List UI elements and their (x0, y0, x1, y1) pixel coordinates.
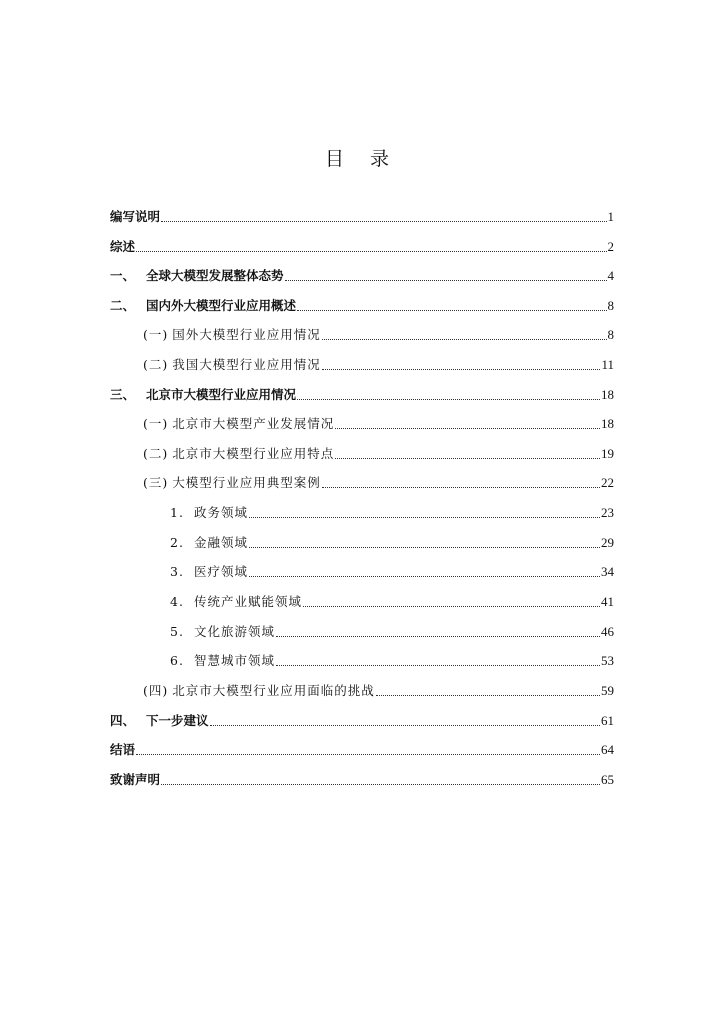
item-number: 1. (170, 505, 184, 520)
toc-entry-label: (四) 北京市大模型行业应用面临的挑战 (143, 683, 375, 698)
toc-page-number: 46 (601, 624, 614, 639)
toc-page-number: 11 (601, 357, 614, 372)
dot-leader (285, 280, 607, 281)
dot-leader (322, 369, 601, 370)
toc-page-number: 59 (601, 683, 614, 698)
toc-entry-label: (三) 大模型行业应用典型案例 (143, 475, 321, 490)
dot-leader (136, 754, 600, 755)
toc-entry-label: 四、 下一步建议 (110, 713, 209, 728)
toc-entry-label: 二、 国内外大模型行业应用概述 (110, 298, 297, 313)
toc-page-number: 23 (601, 505, 614, 520)
section-number: (三) (143, 475, 169, 490)
toc-entry-3-3-5[interactable] (170, 620, 614, 640)
toc-entry-3-3-2[interactable] (170, 531, 614, 551)
toc-page-number: 61 (601, 713, 614, 728)
toc-entry-label: 5. 文化旅游领域 (170, 624, 275, 639)
dot-leader (276, 636, 600, 637)
toc-entry-overview[interactable] (110, 235, 614, 255)
toc-entry-acknowledgements[interactable] (110, 768, 614, 788)
chapter-number: 四、 (110, 713, 136, 728)
dot-leader (335, 428, 600, 429)
dot-leader (376, 695, 600, 696)
dot-leader (335, 458, 600, 459)
toc-page-number: 8 (607, 327, 614, 342)
toc-entry-3-3-3[interactable] (170, 560, 614, 580)
toc-entry-label: (一) 国外大模型行业应用情况 (143, 327, 321, 342)
toc-entry-label: 综述 (110, 239, 136, 254)
dot-leader (249, 576, 600, 577)
toc-entry-preface[interactable] (110, 205, 614, 225)
toc-entry-chapter-4[interactable] (110, 709, 614, 729)
toc-entry-3-3-1[interactable] (170, 501, 614, 521)
chapter-number: 三、 (110, 387, 136, 402)
chapter-number: 一、 (110, 268, 136, 283)
toc-entry-label: 6. 智慧城市领域 (170, 653, 275, 668)
section-number: (二) (143, 446, 169, 461)
toc-page-number: 2 (607, 239, 614, 254)
toc-page-number: 29 (601, 535, 614, 550)
dot-leader (136, 251, 606, 252)
toc-entry-3-3[interactable] (143, 471, 614, 491)
toc-entry-2-1[interactable] (143, 323, 614, 343)
toc-entry-chapter-3[interactable] (110, 383, 614, 403)
toc-entry-3-1[interactable] (143, 412, 614, 432)
toc-entry-3-3-4[interactable] (170, 590, 614, 610)
dot-leader (303, 606, 600, 607)
dot-leader (210, 725, 600, 726)
item-number: 4. (170, 594, 184, 609)
dot-leader (161, 784, 600, 785)
toc-page-number: 18 (601, 387, 614, 402)
section-number: (二) (143, 357, 169, 372)
toc-entry-label: (二) 北京市大模型行业应用特点 (143, 446, 335, 461)
toc-page-number: 41 (601, 594, 614, 609)
toc-page-number: 65 (601, 772, 614, 787)
toc-entry-label: 一、 全球大模型发展整体态势 (110, 268, 284, 283)
toc-entry-chapter-1[interactable] (110, 264, 614, 284)
toc-page-number: 64 (601, 742, 614, 757)
toc-entry-label: 2. 金融领域 (170, 535, 248, 550)
dot-leader (161, 221, 606, 222)
section-number: (一) (143, 416, 169, 431)
dot-leader (322, 487, 600, 488)
item-number: 6. (170, 653, 184, 668)
item-number: 2. (170, 535, 184, 550)
toc-page-number: 34 (601, 564, 614, 579)
toc-entry-label: 结语 (110, 742, 136, 757)
toc-page-number: 53 (601, 653, 614, 668)
toc-page-number: 4 (607, 268, 614, 283)
toc-page-number: 19 (601, 446, 614, 461)
toc-page-number: 18 (601, 416, 614, 431)
dot-leader (276, 665, 600, 666)
dot-leader (297, 399, 600, 400)
toc-entry-label: 致谢声明 (110, 772, 161, 787)
toc-entry-label: 4. 传统产业赋能领域 (170, 594, 302, 609)
toc-entry-label: (二) 我国大模型行业应用情况 (143, 357, 321, 372)
toc-entry-label: 1. 政务领域 (170, 505, 248, 520)
dot-leader (249, 547, 600, 548)
item-number: 5. (170, 624, 184, 639)
toc-entry-2-2[interactable] (143, 353, 614, 373)
toc-entry-chapter-2[interactable] (110, 294, 614, 314)
chapter-number: 二、 (110, 298, 136, 313)
dot-leader (322, 339, 607, 340)
toc-page-number: 22 (601, 475, 614, 490)
toc-page-number: 1 (607, 209, 614, 224)
toc-entry-3-4[interactable] (143, 679, 614, 699)
section-number: (四) (143, 683, 169, 698)
toc-entry-3-3-6[interactable] (170, 649, 614, 669)
section-number: (一) (143, 327, 169, 342)
toc-entry-label: 编写说明 (110, 209, 161, 224)
toc-page-number: 8 (607, 298, 614, 313)
dot-leader (249, 517, 600, 518)
dot-leader (297, 310, 606, 311)
page-title: 目 录 (324, 148, 400, 170)
item-number: 3. (170, 564, 184, 579)
toc-entry-3-2[interactable] (143, 442, 614, 462)
toc-entry-label: 3. 医疗领域 (170, 564, 248, 579)
toc-entry-label: (一) 北京市大模型产业发展情况 (143, 416, 335, 431)
table-of-contents (0, 200, 724, 800)
toc-entry-label: 三、 北京市大模型行业应用情况 (110, 387, 297, 402)
toc-entry-conclusion[interactable] (110, 738, 614, 758)
